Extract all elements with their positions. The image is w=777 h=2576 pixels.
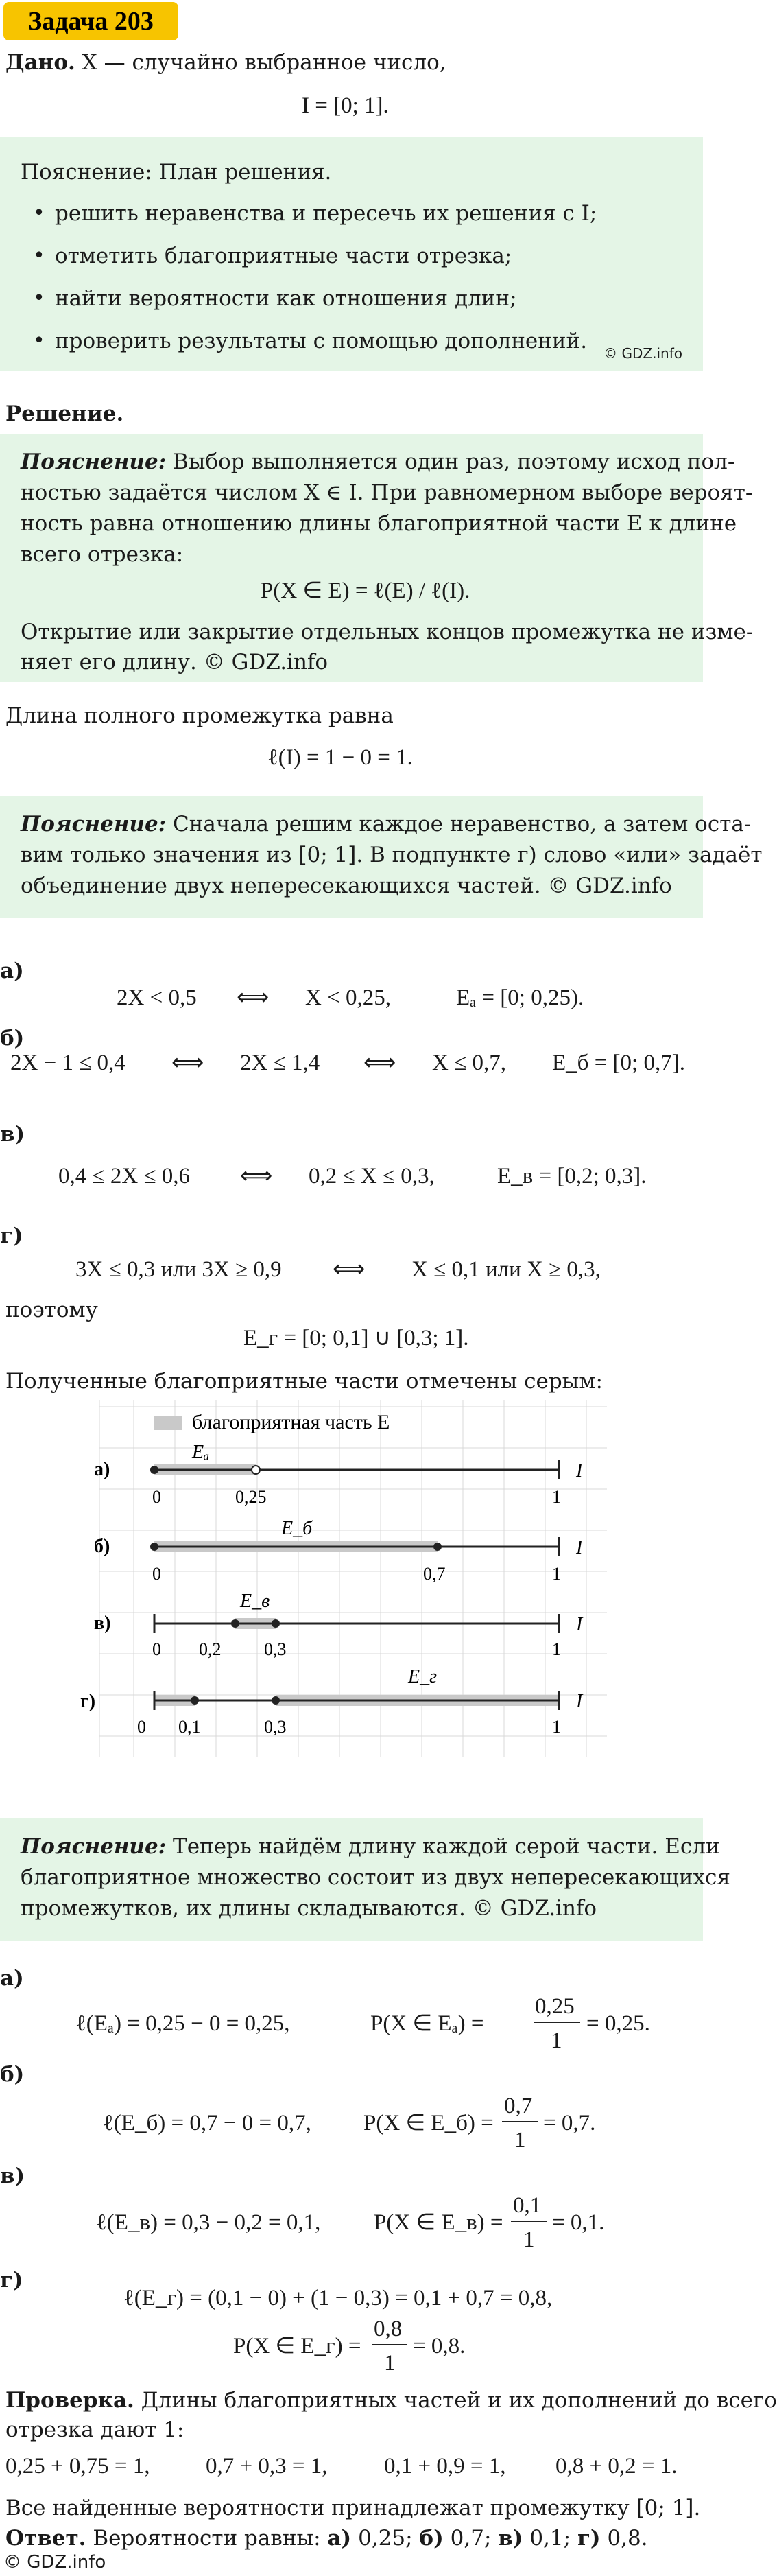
- prob-a-left: P(X ∈ Eₐ) =: [370, 2011, 484, 2036]
- prob-v-fraction-bar: [511, 2221, 547, 2222]
- note1-line-1: ностью задаётся числом X ∈ I. При равномерном выборе вероят-: [21, 480, 753, 505]
- note1-tail-0: Открытие или закрытие отдельных концов промежутка не изме-: [21, 620, 754, 644]
- note2-line-1: вим только значения из [0; 1]. В подпункте г) слово «или» задаёт: [21, 843, 763, 867]
- check-line-1: отрезка дают 1:: [5, 2417, 184, 2442]
- note2-label: Пояснение:: [21, 812, 167, 836]
- prob-v-label: в): [0, 2164, 25, 2188]
- plan-item: • проверить результаты с помощью дополнений.: [27, 320, 597, 362]
- note3-line-0: [21, 1831, 720, 1863]
- note2-box: [0, 796, 763, 918]
- row-a-tick-0: 0: [152, 1487, 161, 1507]
- answer-key-a: а): [327, 2526, 352, 2551]
- ineq-v-f3: E_в = [0,2; 0,3].: [497, 1164, 647, 1189]
- given-line: [5, 47, 446, 79]
- prob-g-left: P(X ∈ E_г) =: [233, 2334, 361, 2358]
- note1-line-2: ность равна отношению длины благоприятной части E к длине: [21, 511, 737, 536]
- ineq-g-f2: X ≤ 0,1 или X ≥ 0,3,: [411, 1257, 601, 1282]
- note1-box: [0, 434, 754, 682]
- row-g-label: г): [80, 1691, 96, 1712]
- prob-g-len: ℓ(E_г) = (0,1 − 0) + (1 − 0,3) = 0,1 + 0,7 = 0,8,: [123, 2286, 553, 2310]
- legend-swatch: [154, 1416, 182, 1430]
- row-v-set: E_в: [240, 1591, 270, 1612]
- plan-item: • отметить благоприятные части отрезка;: [27, 235, 597, 277]
- prob-v-len: ℓ(E_в) = 0,3 − 0,2 = 0,1,: [96, 2210, 321, 2235]
- prob-a-fraction-bar: [534, 2022, 580, 2023]
- row-v-tick-1: 1: [552, 1639, 561, 1659]
- length-text: Длина полного промежутка равна: [5, 703, 394, 728]
- ineq-g-arrow: ⟺: [333, 1257, 366, 1282]
- prob-b-right: = 0,7.: [543, 2111, 596, 2135]
- prob-a-len: ℓ(Eₐ) = 0,25 − 0 = 0,25,: [75, 2011, 290, 2036]
- prob-v-num: 0,1: [513, 2193, 542, 2218]
- answer-key-g: г): [577, 2526, 601, 2551]
- prob-b-num: 0,7: [504, 2094, 533, 2118]
- row-b-label: б): [94, 1536, 110, 1557]
- plan-item: • найти вероятности как отношения длин;: [27, 277, 597, 320]
- prob-a-den: 1: [551, 2028, 562, 2053]
- row-b-end-label: I: [576, 1537, 583, 1558]
- plan-list: [27, 192, 597, 362]
- ineq-a-f2: X < 0,25,: [305, 985, 391, 1010]
- prob-g-right: = 0,8.: [413, 2334, 466, 2358]
- note2-text: Сначала решим каждое неравенство, а затем оста-: [173, 812, 752, 836]
- row-g-set: E_г: [408, 1666, 438, 1687]
- prob-b-left: P(X ∈ E_б) =: [363, 2111, 494, 2135]
- check-line-0: [5, 2385, 777, 2417]
- answer-key-b: б): [419, 2526, 444, 2551]
- row-a-tick-025: 0,25: [235, 1487, 267, 1507]
- answer-label: Ответ.: [5, 2526, 86, 2551]
- plan-item: • решить неравенства и пересечь их решения с I;: [27, 192, 597, 235]
- row-g-tick-1: 1: [552, 1717, 561, 1737]
- row-b-start-point: [150, 1543, 158, 1551]
- footer-copyright: © GDZ.info: [3, 2552, 106, 2573]
- prob-g-fraction-bar: [372, 2344, 407, 2345]
- prob-b-len: ℓ(E_б) = 0,7 − 0 = 0,7,: [103, 2111, 311, 2135]
- row-v-tick-03: 0,3: [264, 1639, 287, 1659]
- row-g-tick-0: 0: [137, 1717, 146, 1737]
- row-g-point-03: [272, 1696, 280, 1705]
- prob-b-den: 1: [514, 2128, 526, 2153]
- prob-v-den: 1: [523, 2227, 535, 2252]
- given-label: Дано.: [5, 50, 75, 75]
- answer-value-a: 0,25;: [358, 2526, 413, 2551]
- row-v-tick-0: 0: [152, 1639, 161, 1659]
- note1-label: Пояснение:: [21, 449, 167, 474]
- row-a-tick-1: 1: [552, 1487, 561, 1507]
- check-sum-v: 0,1 + 0,9 = 1,: [384, 2454, 506, 2479]
- prob-v-left: P(X ∈ E_в) =: [374, 2210, 503, 2235]
- plan-box: [0, 137, 703, 371]
- row-g-point-01: [191, 1696, 199, 1705]
- note3-label: Пояснение:: [21, 1834, 167, 1859]
- answer-value-g: 0,8.: [607, 2526, 648, 2551]
- check-sum-a: 0,25 + 0,75 = 1,: [5, 2454, 150, 2479]
- row-a-set: Eₐ: [192, 1442, 210, 1463]
- length-formula: ℓ(I) = 1 − 0 = 1.: [267, 745, 413, 770]
- ineq-v-label: в): [0, 1122, 25, 1147]
- answer-text: Вероятности равны:: [93, 2526, 321, 2551]
- check-sum-b: 0,7 + 0,3 = 1,: [206, 2454, 328, 2479]
- row-b-end-point: [433, 1543, 442, 1551]
- row-v-label: в): [94, 1613, 111, 1634]
- ineq-g-therefore: поэтому: [5, 1298, 98, 1322]
- interval-diagram: [80, 1400, 607, 1757]
- prob-a-label: а): [0, 1966, 24, 1991]
- row-v-end-label: I: [576, 1614, 583, 1635]
- row-g-tick-03: 0,3: [264, 1717, 287, 1737]
- prob-b-label: б): [0, 2062, 25, 2087]
- row-b-tick-07: 0,7: [423, 1564, 446, 1584]
- row-a-end-label: I: [576, 1460, 583, 1482]
- note1-formula: P(X ∈ E) = ℓ(E) / ℓ(I).: [261, 578, 470, 603]
- ineq-g-f3: E_г = [0; 0,1] ∪ [0,3; 1].: [243, 1326, 469, 1350]
- prob-a-num: 0,25: [535, 1994, 575, 2019]
- check-sum-g: 0,8 + 0,2 = 1.: [555, 2454, 678, 2479]
- prob-g-num: 0,8: [374, 2317, 403, 2341]
- row-a-open-point: [252, 1466, 260, 1474]
- note3-box: [0, 1818, 730, 1941]
- note3-line-1: благоприятное множество состоит из двух непересекающихся: [21, 1865, 730, 1890]
- note1-text: Выбор выполняется один раз, поэтому исход пол-: [173, 449, 735, 474]
- answer-value-b: 0,7;: [450, 2526, 492, 2551]
- ineq-b-f4: E_б = [0; 0,7].: [552, 1051, 685, 1075]
- row-b-tick-1: 1: [552, 1564, 561, 1584]
- ineq-a-arrow: ⟺: [237, 985, 270, 1010]
- ineq-b-f3: X ≤ 0,7,: [432, 1051, 506, 1075]
- answer-value-v: 0,1;: [529, 2526, 571, 2551]
- prob-v-right: = 0,1.: [552, 2210, 605, 2235]
- row-v-right-point: [272, 1619, 280, 1628]
- note3-text: Теперь найдём длину каждой серой части. Если: [173, 1834, 720, 1859]
- ineq-b-label: б): [0, 1026, 25, 1051]
- diagram-caption: Полученные благоприятные части отмечены серым:: [5, 1369, 603, 1394]
- prob-a-right: = 0,25.: [586, 2011, 650, 2036]
- answer-key-v: в): [498, 2526, 523, 2551]
- given-interval: I = [0; 1].: [302, 93, 389, 118]
- note3-line-2: промежутков, их длины складываются. © GDZ.info: [21, 1896, 597, 1921]
- row-g-end-label: I: [576, 1691, 583, 1712]
- given-text: X — случайно выбранное число,: [82, 50, 446, 75]
- prob-g-den: 1: [384, 2351, 396, 2376]
- note2-line-2: объединение двух непересекающихся частей. © GDZ.info: [21, 874, 672, 898]
- ineq-a-f1: 2X < 0,5: [117, 985, 197, 1010]
- ineq-b-arrow2: ⟺: [363, 1051, 396, 1075]
- check-label: Проверка.: [5, 2388, 134, 2413]
- ineq-v-f2: 0,2 ≤ X ≤ 0,3,: [309, 1164, 435, 1189]
- prob-g-label: г): [0, 2268, 23, 2293]
- ineq-b-f1: 2X − 1 ≤ 0,4: [10, 1051, 125, 1075]
- ineq-a-f3: Eₐ = [0; 0,25).: [456, 985, 584, 1010]
- plan-copyright: © GDZ.info: [603, 345, 682, 362]
- row-v-tick-02: 0,2: [199, 1639, 222, 1659]
- note1-tail-1: няет его длину. © GDZ.info: [21, 650, 328, 675]
- plan-label: Пояснение: План решения.: [21, 160, 332, 185]
- check-after: Все найденные вероятности принадлежат промежутку [0; 1].: [5, 2496, 701, 2520]
- row-a-start-point: [150, 1466, 158, 1474]
- ineq-a-label: а): [0, 959, 24, 983]
- ineq-v-arrow: ⟺: [240, 1164, 273, 1189]
- task-title: Задача 203: [3, 2, 178, 40]
- row-v-left-point: [231, 1619, 239, 1628]
- ineq-g-f1: 3X ≤ 0,3 или 3X ≥ 0,9: [75, 1257, 282, 1282]
- ineq-v-f1: 0,4 ≤ 2X ≤ 0,6: [58, 1164, 191, 1189]
- row-b-set: E_б: [281, 1518, 313, 1539]
- ineq-b-f2: 2X ≤ 1,4: [240, 1051, 320, 1075]
- note2-line-0: [21, 808, 751, 841]
- row-b-tick-0: 0: [152, 1564, 161, 1584]
- legend-text: благоприятная часть E: [192, 1411, 390, 1433]
- note1-line-0: [21, 446, 734, 478]
- prob-b-fraction-bar: [502, 2121, 538, 2122]
- note1-line-3: всего отрезка:: [21, 542, 184, 567]
- ineq-b-arrow1: ⟺: [171, 1051, 204, 1075]
- check-text: Длины благоприятных частей и их дополнений до всего: [141, 2388, 777, 2413]
- row-a-label: а): [94, 1459, 110, 1480]
- solution-label: Решение.: [5, 401, 124, 426]
- row-g-tick-01: 0,1: [178, 1717, 201, 1737]
- ineq-g-label: г): [0, 1223, 23, 1248]
